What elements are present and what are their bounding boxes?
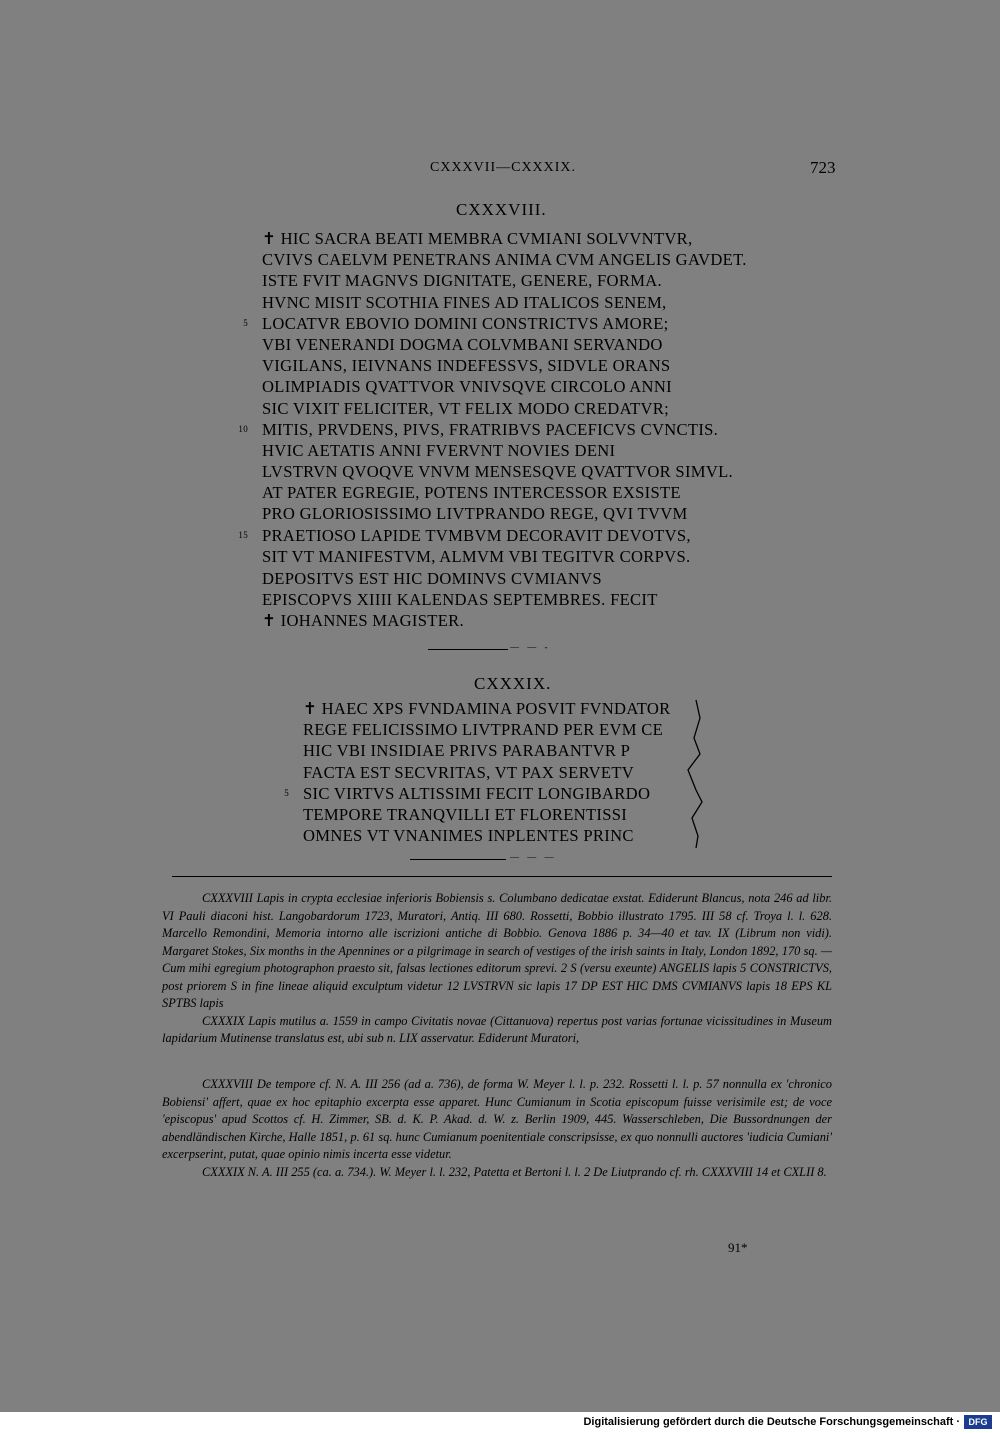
- inscription-138-subscript: [262, 568, 658, 632]
- line-text: LVSTRVN QVOQVE VNVM MENSESQVE QVATTVOR SIMVL.: [262, 462, 733, 482]
- inscription-line: [262, 334, 747, 355]
- line-text: OLIMPIADIS QVATTVOR VNIVSQVE CIRCOLO ANNI: [262, 377, 672, 397]
- inscription-line: [262, 355, 747, 376]
- inscription-139: [284, 698, 671, 846]
- inscription-line: [303, 740, 671, 761]
- inscription-line: [238, 419, 747, 440]
- line-text: MITIS, PRVDENS, PIVS, FRATRIBVS PACEFICVS CVNCTIS.: [262, 419, 719, 439]
- fracture-edge-line: [682, 698, 712, 850]
- footer-text: Digitalisierung gefördert durch die Deutsche Forschungsgemeinschaft ·: [583, 1416, 960, 1428]
- line-text: SIC VIRTVS ALTISSIMI FECIT LONGIBARDO: [303, 783, 651, 803]
- line-text: ISTE FVIT MAGNVS DIGNITATE, GENERE, FORMA.: [262, 271, 662, 291]
- line-text: LOCATVR EBOVIO DOMINI CONSTRICTVS AMORE;: [262, 313, 669, 333]
- apparatus-notes: [162, 890, 832, 1048]
- footer-bar: [0, 1412, 1000, 1434]
- inscription-line: [262, 228, 747, 249]
- inscription-line: [238, 525, 747, 546]
- commentary-139: CXXXIX N. A. III 255 (ca. a. 734.). W. Meyer l. l. 232, Patetta et Bertoni l. l. 2 De Liutprando cf. rh. CXXXVIII 14 et CXLII 8.: [202, 1164, 827, 1179]
- commentary-138: CXXXVIII De tempore cf. N. A. III 256 (ad a. 736), de forma W. Meyer l. l. p. 232. Rossetti l. l. p. 57 nonnulla ex 'chronico Bobiensi' affert, quae ex hoc epitaphio excerpta esse apparet. Hunc Cumianum in Scotia episcopum fuisse verisimile est; de voce 'episcopus' apud Scottos cf. H. Zimmer, SB. d. K. P. Akad. d. W. z. Berlin 1909, 445. Wasserschleben, Die Bussordnungen der abendländischen Kirche, Halle 1851, p. 61 sq. hunc Cumianum poenitentiale conscripsisse, ex quo nonnulli auctores 'iudicia Cumiani' excerpserint, putat, quae opinio nimis incerta esse videtur.: [162, 1077, 832, 1161]
- line-text: PRO GLORIOSISSIMO LIVTPRANDO REGE, QVI TVVM: [262, 504, 688, 524]
- inscription-line: [262, 376, 747, 397]
- note-138: CXXXVIII Lapis in crypta ecclesiae inferioris Bobiensis s. Columbano dedicatae exstat. Ediderunt Blancus, nota 246 ad libr. VI Pauli diaconi hist. Langobardorum 1723, Muratori, Antiq. III 680. Rossetti, Bobbio illustrato 1795. III 58 cf. Troya l. l. 628. Marcello Remondini, Memoria intorno alle iscrizioni antiche di Bobbio. Genova 1886 p. 34—40 et tav. IX (Librum non vidi). Margaret Stokes, Six months in the Apennines or a pilgrimage in search of vestiges of the irish saints in Italy, London 1892, 170 sq. — Cum mihi egregium photographon praesto sit, falsas lectiones editorum sprevi. 2 S (versu exeunte) ANGELIS lapis 5 CONSTRICTVS, post priorem S in fine lineae aliquid exculptum videtur 12 LVSTRVN sic lapis 17 DP EST HIC DMS CVMIANVS lapis 18 EPS KL SPTBS lapis: [162, 891, 832, 1010]
- signature-mark: 91*: [728, 1240, 748, 1255]
- line-text: CVIVS CAELVM PENETRANS ANIMA CVM ANGELIS GAVDET.: [262, 250, 747, 270]
- line-text: SIC VIXIT FELICITER, VT FELIX MODO CREDATVR;: [262, 398, 670, 418]
- line-text: HVNC MISIT SCOTHIA FINES AD ITALICOS SENEM,: [262, 292, 667, 312]
- line-text: ✝ HIC SACRA BEATI MEMBRA CVMIANI SOLVVNTVR,: [262, 229, 693, 248]
- inscription-line: [262, 398, 747, 419]
- inscription-line: [262, 292, 747, 313]
- separator-dashes: — — -: [510, 642, 551, 652]
- line-text: OMNES VT VNANIMES INPLENTES PRINC: [303, 826, 634, 846]
- line-text: TEMPORE TRANQVILLI ET FLORENTISSI: [303, 804, 628, 824]
- section-139-title: CXXXIX.: [474, 674, 552, 693]
- note-139: CXXXIX Lapis mutilus a. 1559 in campo Civitatis novae (Cittanuova) repertus post varias fortunae vicissitudines in Museum lapidarium Mutinense translatus est, ubi sub n. LIX asservatur. Ediderunt Muratori,: [162, 1013, 832, 1045]
- separator-rule-2: [410, 859, 506, 860]
- commentary: [162, 1076, 832, 1181]
- footnote-rule: [172, 876, 832, 877]
- inscription-line: [262, 249, 747, 270]
- inscription-line: DEPOSITVS EST HIC DOMINVS CVMIANVS: [262, 569, 602, 588]
- running-head: [0, 160, 1000, 182]
- line-number: 5: [284, 787, 289, 798]
- inscription-line: [262, 482, 747, 503]
- line-text: SIT VT MANIFESTVM, ALMVM VBI TEGITVR CORPVS.: [262, 546, 691, 566]
- inscription-line: [303, 762, 671, 783]
- inscription-line: [262, 270, 747, 291]
- dfg-logo: DFG: [964, 1415, 992, 1429]
- inscription-line: [262, 440, 747, 461]
- line-number: 5: [243, 317, 248, 328]
- line-number: 15: [238, 529, 248, 540]
- line-text: FACTA EST SECVRITAS, VT PAX SERVETV: [303, 762, 635, 782]
- line-text: HIC VBI INSIDIAE PRIVS PARABANTVR P: [303, 741, 631, 761]
- inscription-line: ✝ IOHANNES MAGISTER.: [262, 611, 464, 631]
- inscription-line: [284, 783, 671, 804]
- running-head-title: CXXXVII—CXXXIX.: [430, 160, 577, 175]
- inscription-line: [262, 503, 747, 524]
- inscription-line: [303, 698, 671, 719]
- page-number: 723: [810, 158, 836, 177]
- inscription-line: [243, 313, 747, 334]
- line-text: AT PATER EGREGIE, POTENS INTERCESSOR EXSISTE: [262, 483, 681, 503]
- inscription-line: [303, 804, 671, 825]
- inscription-line: [262, 546, 747, 567]
- line-text: VIGILANS, IEIVNANS INDEFESSVS, SIDVLE ORANS: [262, 356, 671, 376]
- inscription-line: [303, 825, 671, 846]
- line-text: REGE FELICISSIMO LIVTPRAND PER EVM CE: [303, 720, 664, 740]
- inscription-line: [303, 719, 671, 740]
- section-138-title: CXXXVIII.: [456, 200, 547, 219]
- line-text: VBI VENERANDI DOGMA COLVMBANI SERVANDO: [262, 334, 663, 354]
- line-text: PRAETIOSO LAPIDE TVMBVM DECORAVIT DEVOTVS,: [262, 525, 691, 545]
- inscription-138: [238, 228, 747, 567]
- inscription-line: EPISCOPVS XIIII KALENDAS SEPTEMBRES. FECIT: [262, 590, 658, 610]
- separator-rule: [428, 649, 508, 650]
- separator-dashes-2: — — —: [510, 852, 557, 862]
- inscription-line: [262, 461, 747, 482]
- line-text: ✝ HAEC XPS FVNDAMINA POSVIT FVNDATOR: [303, 699, 671, 718]
- line-text: HVIC AETATIS ANNI FVERVNT NOVIES DENI: [262, 440, 616, 460]
- line-number: 10: [238, 423, 248, 434]
